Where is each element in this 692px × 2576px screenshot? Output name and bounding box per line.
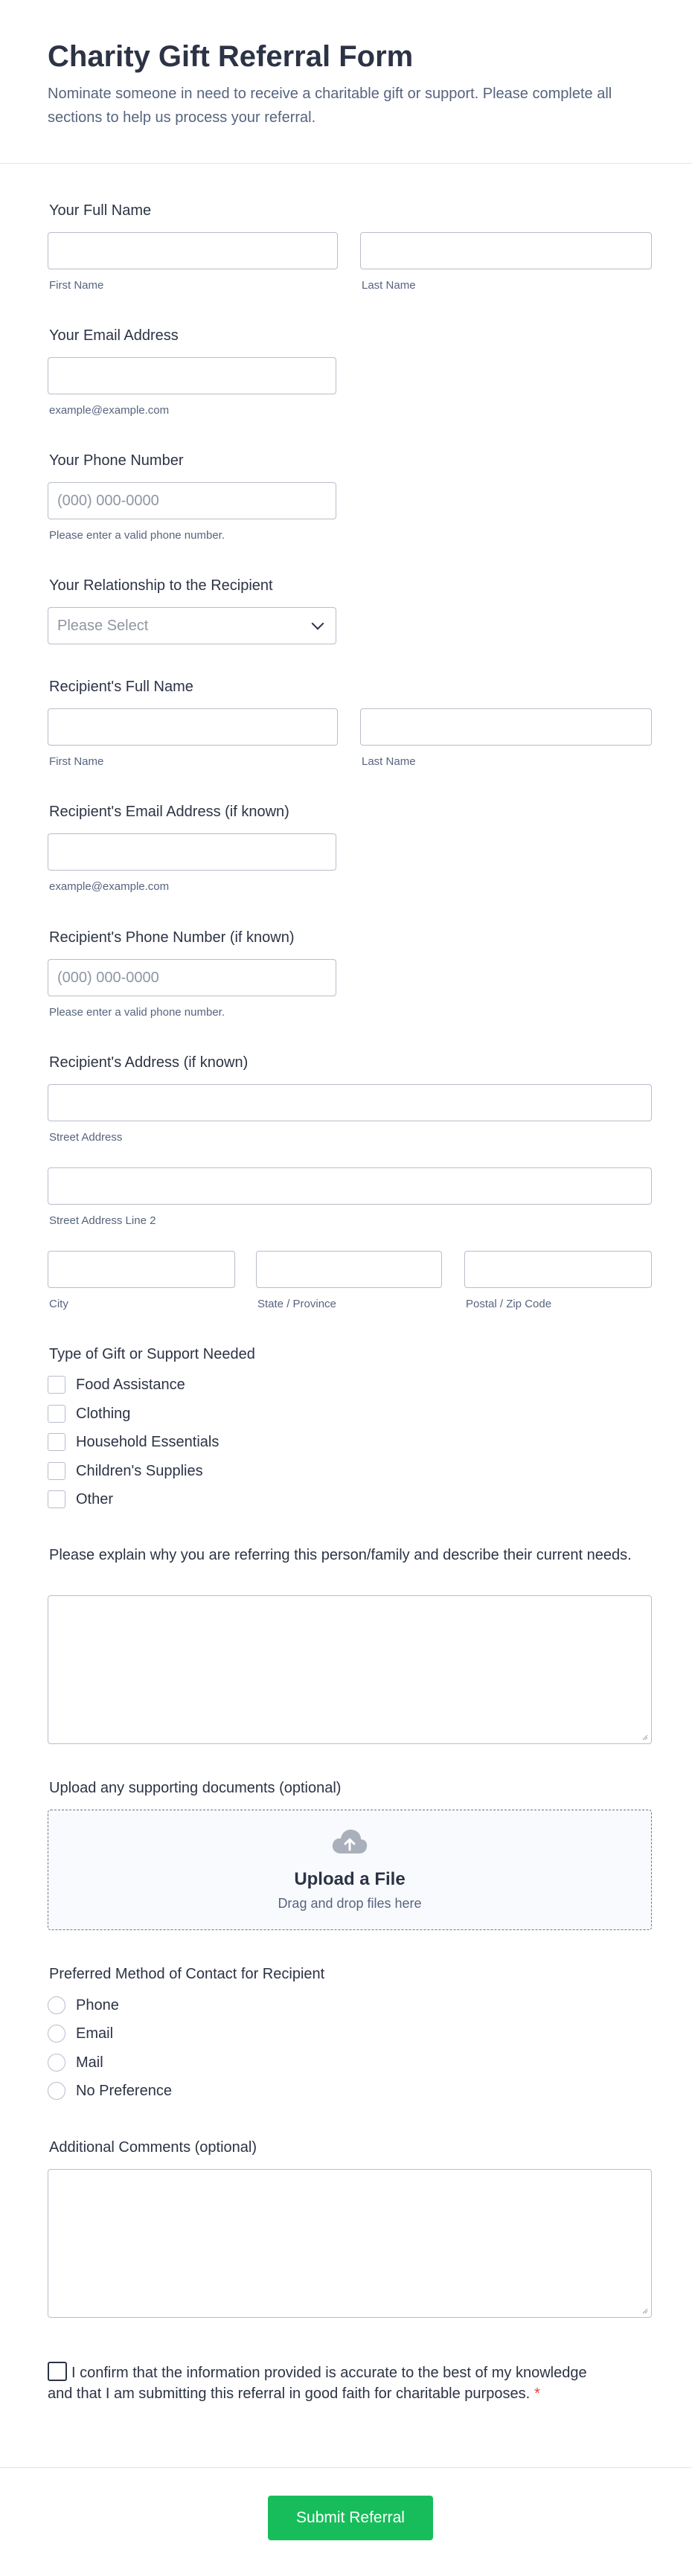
gift-option-label: Food Assistance <box>76 1376 185 1393</box>
form-header <box>48 34 643 129</box>
resize-grip-icon[interactable] <box>641 2307 648 2314</box>
gift-option-children[interactable] <box>48 1462 203 1480</box>
explain-label: Please explain why you are referring this person/family and describe their current needs. <box>49 1547 632 1563</box>
recipient-phone-sublabel: Please enter a valid phone number. <box>49 1006 225 1019</box>
your-email-label: Your Email Address <box>49 327 179 344</box>
your-phone-label: Your Phone Number <box>49 452 184 469</box>
radio-button[interactable] <box>48 2054 65 2072</box>
state-input[interactable] <box>256 1251 442 1288</box>
form-subtitle: Nominate someone in need to receive a charitable gift or support. Please complete all sections to help us process your referral. <box>48 86 612 126</box>
your-last-name-input[interactable] <box>360 232 652 269</box>
recipient-phone-input[interactable] <box>48 959 336 996</box>
recipient-name-label: Recipient's Full Name <box>49 679 193 695</box>
state-sublabel: State / Province <box>257 1298 336 1310</box>
confirm-checkbox[interactable] <box>48 2362 67 2381</box>
your-phone-input[interactable] <box>48 482 336 519</box>
upload-title: Upload a File <box>294 1869 406 1889</box>
address-label: Recipient's Address (if known) <box>49 1054 249 1071</box>
recipient-email-input[interactable] <box>48 833 336 871</box>
gift-option-label: Clothing <box>76 1405 131 1422</box>
your-first-name-sublabel: First Name <box>49 279 104 292</box>
contact-option-email[interactable] <box>48 2025 113 2042</box>
radio-button[interactable] <box>48 2082 65 2100</box>
street-address-line2-sublabel: Street Address Line 2 <box>49 1214 156 1227</box>
confirm-checkbox-row[interactable] <box>48 2362 598 2404</box>
comments-label: Additional Comments (optional) <box>49 2139 257 2156</box>
your-email-sublabel: example@example.com <box>49 404 170 417</box>
your-last-name-sublabel: Last Name <box>362 279 416 292</box>
contact-option-no-preference[interactable] <box>48 2082 172 2100</box>
radio-button[interactable] <box>48 2025 65 2042</box>
checkbox[interactable] <box>48 1376 65 1394</box>
checkbox[interactable] <box>48 1490 65 1508</box>
zip-input[interactable] <box>464 1251 652 1288</box>
relationship-select[interactable] <box>48 607 336 644</box>
comments-textarea[interactable] <box>48 2169 652 2318</box>
upload-subtitle: Drag and drop files here <box>278 1896 422 1911</box>
gift-option-label: Children's Supplies <box>76 1462 203 1479</box>
upload-label: Upload any supporting documents (optional) <box>49 1780 342 1796</box>
contact-option-label: No Preference <box>76 2082 172 2099</box>
your-email-input[interactable] <box>48 357 336 394</box>
your-name-label: Your Full Name <box>49 202 152 219</box>
relationship-label: Your Relationship to the Recipient <box>49 577 273 594</box>
chevron-down-icon <box>312 618 324 630</box>
city-input[interactable] <box>48 1251 235 1288</box>
gift-option-other[interactable] <box>48 1490 113 1508</box>
form-title: Charity Gift Referral Form <box>48 40 414 73</box>
gift-option-label: Household Essentials <box>76 1433 220 1450</box>
gift-option-food[interactable] <box>48 1376 185 1394</box>
checkbox[interactable] <box>48 1462 65 1480</box>
explain-textarea[interactable] <box>48 1595 652 1744</box>
street-address-sublabel: Street Address <box>49 1131 123 1144</box>
file-upload-dropzone[interactable] <box>48 1810 652 1930</box>
submit-button[interactable]: Submit Referral <box>268 2496 433 2540</box>
confirm-text: I confirm that the information provided is accurate to the best of my knowledge and that I am submitting this referral in good faith for charitable purposes. <box>48 2365 587 2402</box>
checkbox[interactable] <box>48 1405 65 1423</box>
zip-sublabel: Postal / Zip Code <box>466 1298 552 1310</box>
street-address-line2-input[interactable] <box>48 1167 652 1205</box>
required-asterisk: * <box>534 2386 540 2402</box>
recipient-first-name-input[interactable] <box>48 708 338 746</box>
street-address-input[interactable] <box>48 1084 652 1121</box>
your-first-name-input[interactable] <box>48 232 338 269</box>
recipient-email-label: Recipient's Email Address (if known) <box>49 804 289 820</box>
your-phone-sublabel: Please enter a valid phone number. <box>49 529 225 542</box>
radio-button[interactable] <box>48 1996 65 2014</box>
header-divider <box>0 163 692 164</box>
footer-divider <box>0 2467 692 2468</box>
contact-option-label: Email <box>76 2025 114 2042</box>
gift-type-label: Type of Gift or Support Needed <box>49 1346 255 1362</box>
recipient-last-name-sublabel: Last Name <box>362 755 416 768</box>
recipient-last-name-input[interactable] <box>360 708 652 746</box>
recipient-phone-label: Recipient's Phone Number (if known) <box>49 929 295 946</box>
resize-grip-icon[interactable] <box>641 1733 648 1740</box>
contact-method-label: Preferred Method of Contact for Recipient <box>49 1966 325 1982</box>
cloud-upload-icon <box>330 1827 369 1856</box>
contact-option-label: Phone <box>76 1996 119 2013</box>
gift-option-clothing[interactable] <box>48 1405 130 1423</box>
recipient-first-name-sublabel: First Name <box>49 755 104 768</box>
recipient-email-sublabel: example@example.com <box>49 880 170 893</box>
checkbox[interactable] <box>48 1433 65 1451</box>
gift-option-household[interactable] <box>48 1433 219 1451</box>
contact-option-phone[interactable] <box>48 1996 119 2014</box>
relationship-select-placeholder: Please Select <box>57 617 149 634</box>
city-sublabel: City <box>49 1298 68 1310</box>
gift-option-label: Other <box>76 1490 114 1508</box>
contact-option-label: Mail <box>76 2054 103 2071</box>
contact-option-mail[interactable] <box>48 2054 103 2072</box>
